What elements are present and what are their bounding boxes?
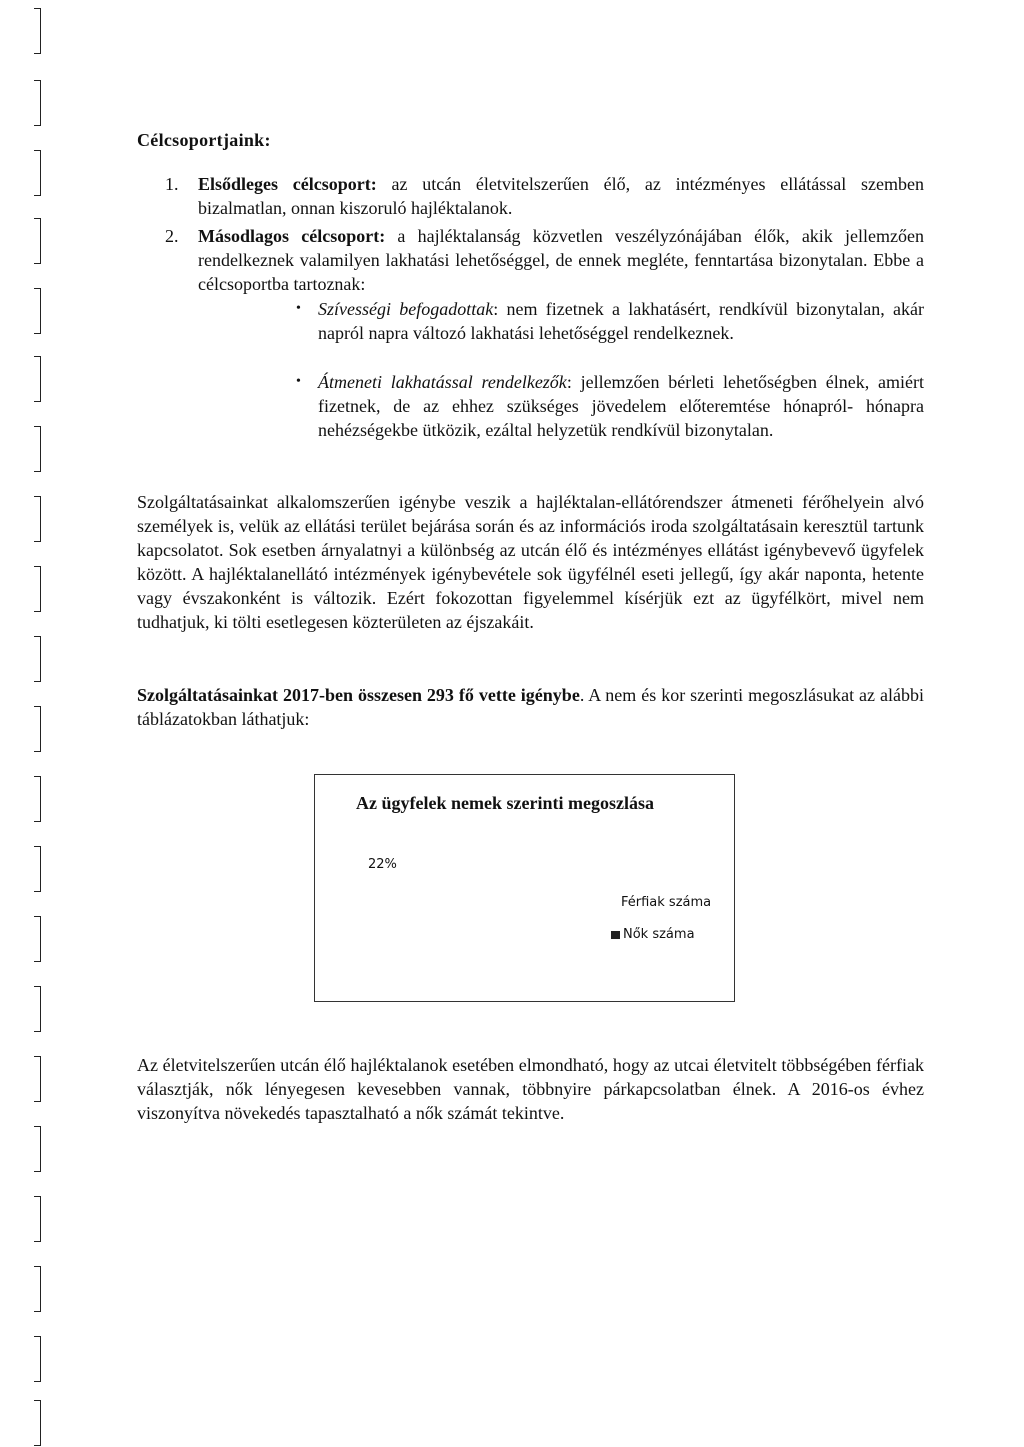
sublist-item-lead: Szívességi befogadottak: [318, 299, 494, 319]
paragraph-services: Szolgáltatásainkat alkalomszerűen igénybe veszik a hajléktalan-ellátórendszer átmeneti férőhelyein alvó személyek is, velük az ellátási terület bejárása során és az információs iroda szolgáltatásain keresztül tartunk kapcsolatot. Sok esetben árnyalatnyi a különbség az utcán élő és intézményes ellátást igénybevevő ügyfelek között. A hajléktalanellátó intézmények igénybevétele sok ügyfélnél eseti jellegű, így akár naponta, hetente vagy évszakonként is változik. Ezért fokozottan figyelemmel kísérjük ezt az ügyfélkört, mivel nem tudhatjuk, ki tölti esetlegesen közterületen az éjszakáit.: [137, 492, 924, 632]
sublist-item-text: : jellemzően bérleti lehetőségben élnek, amiért fizetnek, de az ehhez szükséges jövedelem előteremtése hónapról- hónapra nehézségekbe ütközik, ezáltal helyzetük rendkívül bizonytalan.: [318, 372, 924, 440]
bullet: •: [296, 374, 301, 389]
list-item-primary-group: [198, 172, 924, 220]
list-item-lead: Másodlagos célcsoport:: [198, 226, 386, 246]
section-heading: Célcsoportjaink:: [137, 130, 271, 150]
legend-swatch-women: [611, 931, 620, 939]
sublist-item-lead: Átmeneti lakhatással rendelkezők: [318, 372, 567, 392]
list-item-text: az utcán életvitelszerűen élő, az intézményes ellátással szemben bizalmatlan, onnan kiszoruló hajléktalanok.: [198, 174, 924, 218]
chart-title: Az ügyfelek nemek szerinti megoszlása: [356, 793, 654, 813]
gender-pie-chart: [314, 774, 735, 1002]
sublist-item-text: : nem fizetnek a lakhatásért, rendkívül bizonytalan, akár napról napra változó lakhatási lehetőséggel rendelkeznek.: [318, 299, 924, 343]
sublist-item-temporary-housing: [318, 370, 924, 442]
usage-summary-text: . A nem és kor szerinti megoszlásukat az alábbi táblázatokban láthatjuk:: [137, 685, 924, 729]
usage-summary-bold: Szolgáltatásainkat 2017-ben összesen 293 fő vette igénybe: [137, 685, 580, 705]
list-number: 2.: [165, 226, 179, 246]
list-item-text: a hajléktalanság közvetlen veszélyzónájában élők, akik jellemzően rendelkeznek valamilyen lakhatási lehetőséggel, de ennek megléte, fenntartása bizonytalan. Ebbe a célcsoportba tartoznak:: [198, 226, 924, 294]
sublist-item-favor-housed: [318, 297, 924, 345]
list-item-lead: Elsődleges célcsoport:: [198, 174, 377, 194]
legend-label-men: Férfiak száma: [621, 895, 712, 910]
legend-label-women: Nők száma: [623, 927, 695, 942]
bullet: •: [296, 301, 301, 316]
list-number: 1.: [165, 174, 179, 194]
paragraph-conclusion: Az életvitelszerűen utcán élő hajléktalanok esetében elmondható, hogy az utcai életvitelt többségében férfiak választják, nők lényegesen kevesebben vannak, többnyire párkapcsolatban élnek. A 2016-os évhez viszonyítva növekedés tapasztalható a nők számát tekintve.: [137, 1055, 924, 1123]
list-item-secondary-group: [198, 224, 924, 296]
data-label-women: 22%: [368, 857, 397, 872]
legend-item-women: [611, 927, 695, 942]
legend-item-men: [621, 895, 711, 910]
paragraph-usage-summary: [137, 683, 924, 731]
